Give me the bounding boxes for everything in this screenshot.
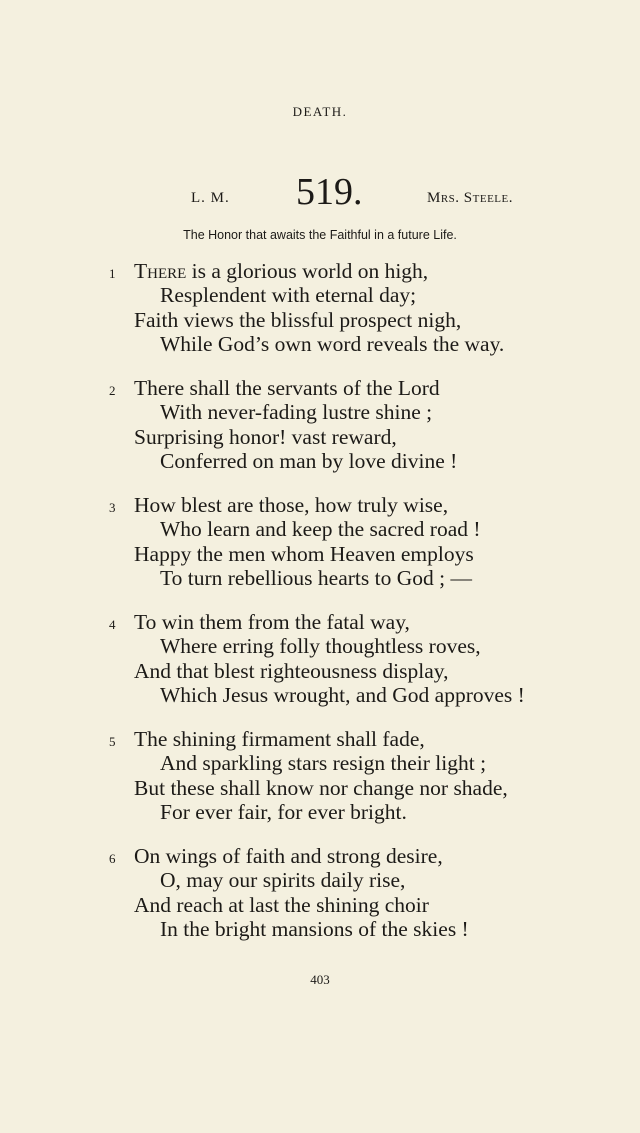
verse-line: While God’s own word reveals the way. [160, 332, 505, 356]
running-head: DEATH. [292, 104, 348, 119]
stanza-number: 4 [109, 617, 116, 632]
opening-word: There [134, 259, 187, 283]
verse-line: To turn rebellious hearts to God ; — [160, 566, 472, 590]
stanza-number: 2 [109, 383, 116, 398]
hymn-number: 519. [296, 171, 363, 213]
verse-line: Who learn and keep the sacred road ! [160, 517, 481, 541]
verse-line-text: is a glorious world on high, [186, 259, 429, 283]
verse-line: But these shall know nor change nor shade, [134, 776, 508, 800]
verse-line: How blest are those, how truly wise, [134, 493, 449, 517]
hymn-meter: L. M. [191, 190, 230, 206]
verse-line: Conferred on man by love divine ! [160, 449, 458, 473]
verse-line: There shall the servants of the Lord [134, 376, 440, 400]
hymn-subtitle: The Honor that awaits the Faithful in a future Life. [183, 228, 457, 242]
verse-line: O, may our spirits daily rise, [160, 868, 406, 892]
verse-line: And reach at last the shining choir [134, 893, 429, 917]
verse-line: Where erring folly thoughtless roves, [160, 634, 481, 658]
verse-line: Which Jesus wrought, and God approves ! [160, 683, 525, 707]
stanza-number: 3 [109, 500, 116, 515]
verse-line: Resplendent with eternal day; [160, 283, 417, 307]
page-number: 403 [310, 972, 330, 987]
verse-line: And sparkling stars resign their light ; [160, 751, 487, 775]
hymn-author: Mrs. Steele. [427, 190, 513, 206]
verse-line: Happy the men whom Heaven employs [134, 542, 474, 566]
verse-line: And that blest righteousness display, [134, 659, 449, 683]
verse-line: With never-fading lustre shine ; [160, 400, 433, 424]
verse-line: To win them from the fatal way, [134, 610, 410, 634]
verse-line: For ever fair, for ever bright. [160, 800, 407, 824]
hymn-header [0, 170, 640, 214]
stanza-number: 1 [109, 266, 116, 281]
verse-line: Surprising honor! vast reward, [134, 425, 397, 449]
verse-line: On wings of faith and strong desire, [134, 844, 443, 868]
stanza-number: 6 [109, 851, 116, 866]
verse-line: Faith views the blissful prospect nigh, [134, 308, 462, 332]
verse-line: The shining firmament shall fade, [134, 727, 425, 751]
stanza-number: 5 [109, 734, 116, 749]
verse-line: In the bright mansions of the skies ! [160, 917, 469, 941]
verse-line [134, 259, 428, 283]
